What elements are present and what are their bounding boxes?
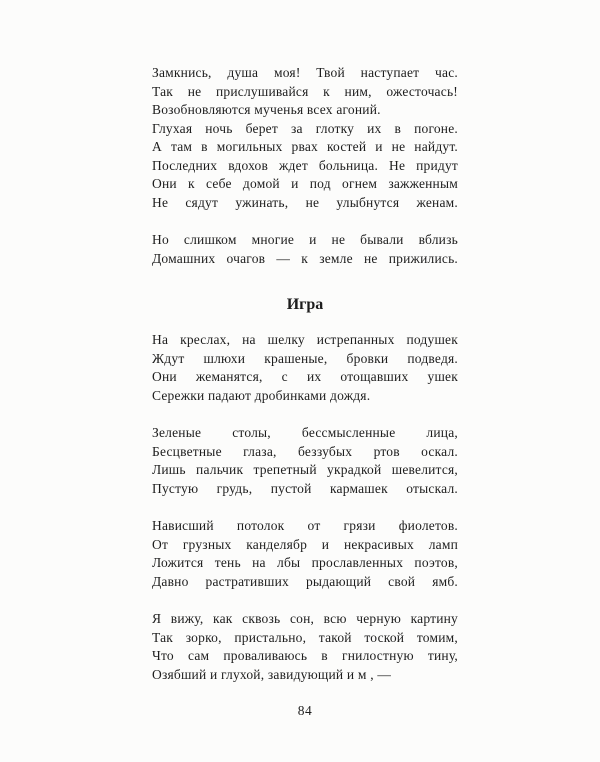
poem-line: Не сядут ужинать, не улыбнутся женам. (152, 194, 458, 210)
poem-line: Они к себе домой и под огнем зажженным (152, 176, 458, 191)
poem-line: Глухая ночь берет за глотку их в погоне. (152, 120, 458, 136)
poem-line: Ложится тень на лбы прославленных поэтов, (152, 555, 458, 570)
poem-stanza (152, 424, 458, 498)
poem-line: Я вижу, как сквозь сон, всю черную картину (152, 611, 458, 626)
poem-line: Последних вдохов ждет больница. Не придут (152, 157, 458, 173)
poem-line: Зеленые столы, бессмысленные лица, (152, 425, 458, 440)
poem-stanza (152, 517, 458, 591)
poem-line: Ждут шлюхи крашеные, бровки подведя. (152, 350, 458, 366)
poem-line: Домашних очагов — к земле не прижились. (152, 250, 458, 266)
poem-line: Возобновляются мученья всех агоний. (152, 102, 381, 117)
poem-stanza (152, 64, 458, 212)
poem-line: Замкнись, душа моя! Твой наступает час. (152, 65, 458, 80)
poem-line: Они жеманятся, с их отощавших ушек (152, 369, 458, 384)
poem-line: Озябший и глухой, завидующий и м , — (152, 666, 392, 682)
poem-line: Бесцветные глаза, беззубых ртов оскал. (152, 443, 458, 459)
poem-line: На креслах, на шелку истрепанных подушек (152, 332, 458, 347)
text-block (152, 64, 458, 719)
poem-stanza (152, 331, 458, 405)
poem-line: Сережки падают дробинками дождя. (152, 387, 371, 403)
poem-line: Так не прислушивайся к ним, ожесточась! (152, 83, 458, 99)
poem-line: Что сам проваливаюсь в гнилостную тину, (152, 648, 458, 663)
poem-line: Пустую грудь, пустой кармашек отыскал. (152, 480, 458, 496)
poem-title: Игра (286, 296, 324, 313)
poem-stanza (152, 231, 458, 268)
poem-line: Лишь пальчик трепетный украдкой шевелится, (152, 462, 458, 477)
poem-line: Давно растративших рыдающий свой ямб. (152, 573, 458, 589)
page-number: 84 (297, 703, 313, 718)
poem-line: Но слишком многие и не бывали вблизь (152, 232, 458, 247)
poem-line: Так зорко, пристально, такой тоской томим, (152, 629, 458, 645)
poem-line: От грузных канделябр и некрасивых ламп (152, 536, 458, 552)
poem-stanza (152, 610, 458, 684)
poem-line: А там в могильных рвах костей и не найдут. (152, 139, 458, 154)
poem-line: Нависший потолок от грязи фиолетов. (152, 518, 458, 533)
